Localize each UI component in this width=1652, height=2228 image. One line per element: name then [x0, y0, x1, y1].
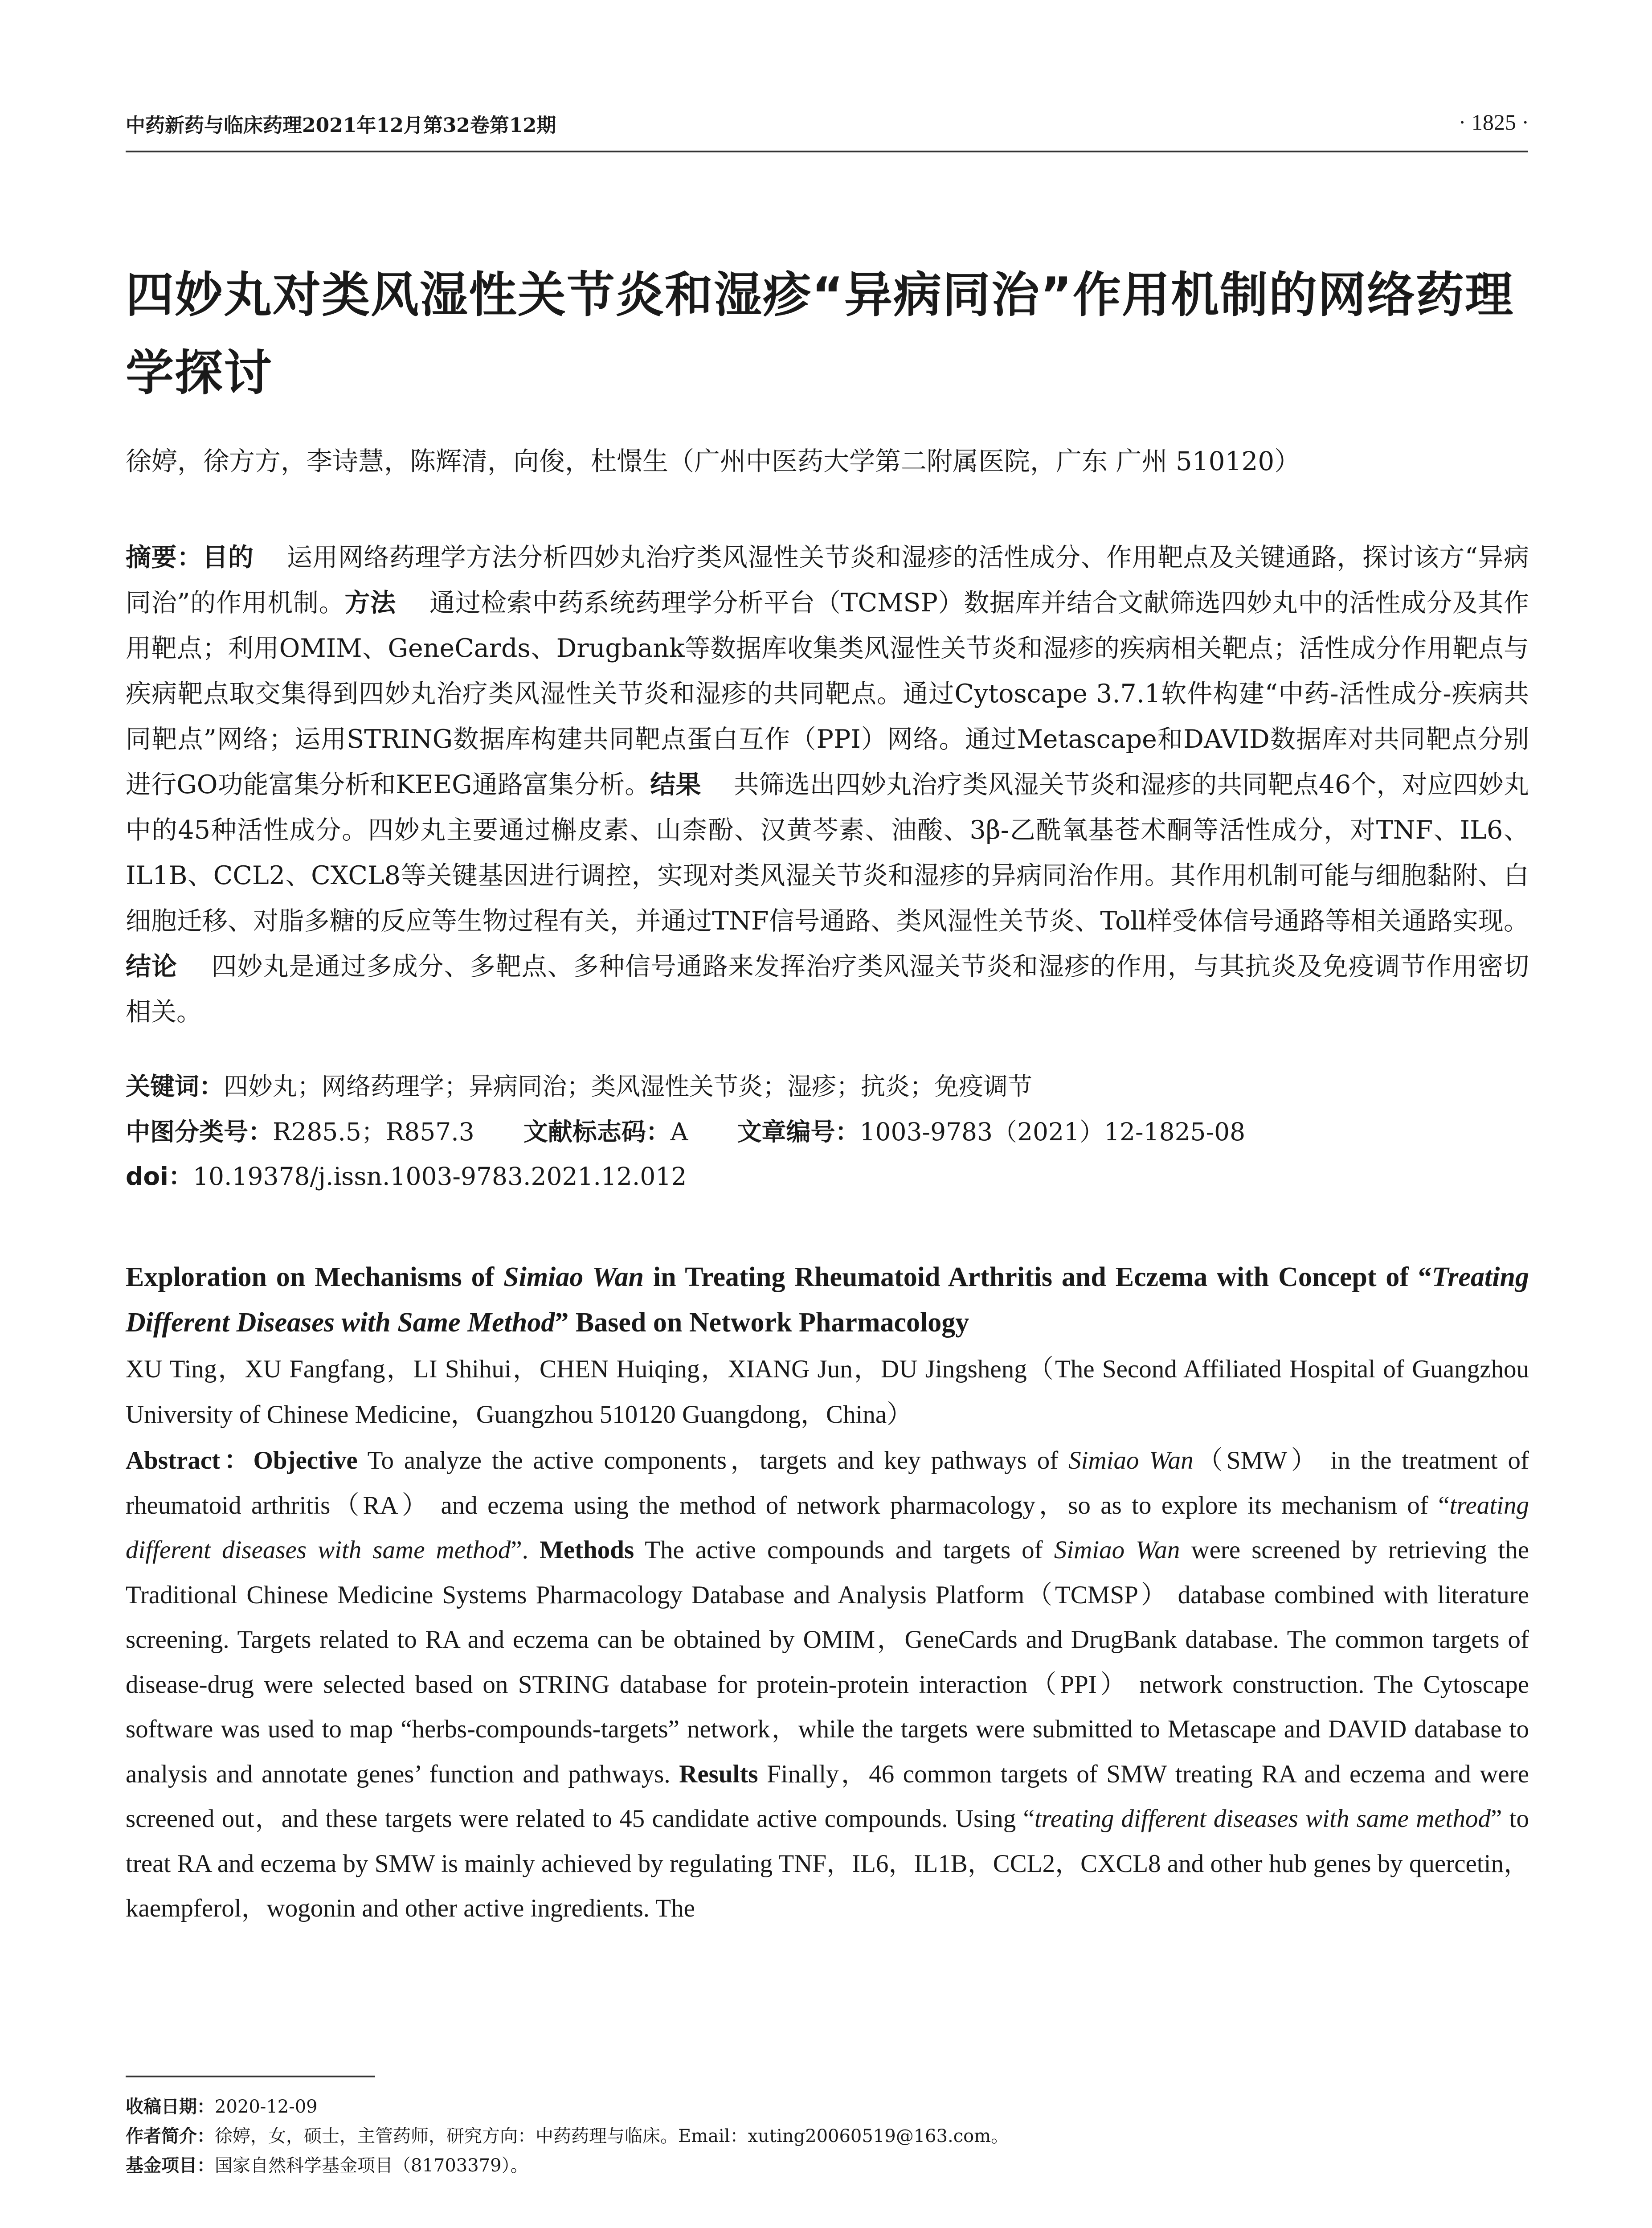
en-methods-label: Methods — [539, 1536, 634, 1564]
en-objective-label: Objective — [253, 1446, 358, 1474]
results-text: 共筛选出四妙丸治疗类风湿关节炎和湿疹的共同靶点46个，对应四妙丸中的45种活性成分。四妙丸主要通过槲皮素、山柰酚、汉黄芩素、油酸、3β-乙酰氧基苍术酮等活性成分，对TNF、IL6、IL1B、CCL2、CXCL8等关键基因进行调控，实现对类风湿关节炎和湿疹的异病同治作用。其作用机制可能与细胞黏附、白细胞迁移、对脂多糖的反应等生物过程有关，并通过TNF信号通路、类风湿性关节炎、Toll样受体信号通路等相关通路实现。 — [126, 770, 1529, 936]
footnote-author — [126, 2122, 1529, 2151]
en-abstract-text: ”. — [511, 1536, 540, 1564]
paper-title: 四妙丸对类风湿性关节炎和湿疹“异病同治”作用机制的网络药理学探讨 — [126, 267, 1514, 401]
footnote-label: 基金项目： — [126, 2155, 215, 2176]
keywords-text: 四妙丸；网络药理学；异病同治；类风湿性关节炎；湿疹；抗炎；免疫调节 — [224, 1072, 1033, 1101]
en-abstract-text: ” to treat RA and eczema by SMW is mainly achieved by regulating TNF，IL6，IL1B，CCL2，CXCL8 and other hub genes by quercetin，kaempferol，wogonin and other active ingredients. The — [126, 1805, 1529, 1922]
footnote-rule — [126, 2076, 375, 2077]
footnote-text: 2020-12-09 — [215, 2097, 318, 2117]
article-number-value: 1003-9783（2021）12-1825-08 — [859, 1118, 1246, 1146]
conclusion-label: 结论 — [126, 952, 178, 981]
doi-line — [126, 1159, 1529, 1194]
english-authors: XU Ting，XU Fangfang，LI Shihui，CHEN Huiqing，XIANG Jun，DU Jingsheng（The Second Affiliated Hospital of Guangzhou University of Chinese Medicine，Guangzhou 510120 Guangdong，China） — [126, 1355, 1529, 1429]
footnote-label: 作者简介： — [126, 2126, 215, 2146]
en-abstract-italic: treating different diseases with same method — [126, 1491, 1529, 1564]
en-abstract-text: （SMW） in the treatment of rheumatoid arthritis（RA） and eczema using the method of network pharmacology，so as to explore its mechanism of “ — [126, 1446, 1529, 1519]
abstract-label: 摘要： — [126, 543, 203, 572]
doc-code-value: A — [670, 1118, 688, 1146]
footnote-text: 徐婷，女，硕士，主管药师，研究方向：中药药理与临床。Email：xuting20060519@163.com。 — [215, 2126, 1009, 2146]
en-abstract-text: Finally，46 common targets of SMW treating RA and eczema and were screened out，and these targets were related to 45 candidate active compounds. Using “ — [126, 1760, 1529, 1833]
doi-label: doi： — [126, 1162, 193, 1191]
conclusion-text: 四妙丸是通过多成分、多靶点、多种信号通路来发挥治疗类风湿关节炎和湿疹的作用，与其抗炎及免疫调节作用密切相关。 — [126, 952, 1529, 1027]
results-label: 结果 — [650, 770, 701, 799]
footnote-received — [126, 2092, 1529, 2122]
en-title-part: in Treating Rheumatoid Arthritis and Eczema with Concept of “ — [644, 1262, 1432, 1292]
doi-value: 10.19378/j.issn.1003-9783.2021.12.012 — [193, 1162, 687, 1191]
page-number: · 1825 · — [1458, 110, 1529, 135]
en-title-part: Exploration on Mechanisms of — [126, 1262, 504, 1292]
author-list: 徐婷，徐方方，李诗慧，陈辉清，向俊，杜憬生（广州中医药大学第二附属医院，广东 广州 510120） — [126, 446, 1300, 476]
en-title-italic: Simiao Wan — [503, 1262, 644, 1292]
en-title-italic: Treating Different Diseases with Same Method — [126, 1262, 1529, 1338]
footnotes — [126, 2092, 1529, 2180]
header-rule — [126, 151, 1528, 152]
objective-label: 目的 — [202, 543, 254, 572]
en-results-label: Results — [679, 1760, 758, 1788]
keywords-label: 关键词： — [126, 1072, 224, 1101]
classification-line — [126, 1114, 1529, 1150]
methods-text: 通过检索中药系统药理学分析平台（TCMSP）数据库并结合文献筛选四妙丸中的活性成分及其作用靶点；利用OMIM、GeneCards、Drugbank等数据库收集类风湿性关节炎和湿疹的疾病相关靶点；活性成分作用靶点与疾病靶点取交集得到四妙丸治疗类风湿性关节炎和湿疹的共同靶点。通过Cytoscape 3.7.1软件构建“中药-活性成分-疾病共同靶点”网络；运用STRING数据库构建共同靶点蛋白互作（PPI）网络。通过Metascape和DAVID数据库对共同靶点分别进行GO功能富集分析和KEEG通路富集分析。 — [126, 588, 1529, 799]
journal-info: 中药新药与临床药理2021年12月第32卷第12期 — [126, 114, 556, 137]
chinese-abstract — [126, 535, 1529, 1035]
article-number-label: 文章编号： — [737, 1118, 860, 1146]
english-abstract — [126, 1438, 1529, 1931]
en-abstract-label: Abstract： — [126, 1446, 254, 1474]
methods-label: 方法 — [344, 588, 396, 618]
en-abstract-italic: treating different diseases with same method — [1034, 1805, 1491, 1833]
objective-text: 运用网络药理学方法分析四妙丸治疗类风湿性关节炎和湿疹的活性成分、作用靶点及关键通路，探讨该方“异病同治”的作用机制。 — [126, 543, 1529, 618]
clc-label: 中图分类号： — [126, 1118, 273, 1146]
footnote-text: 国家自然科学基金项目（81703379）。 — [215, 2155, 528, 2176]
footnote-fund — [126, 2151, 1529, 2180]
en-abstract-text: To analyze the active components，targets and key pathways of — [357, 1446, 1069, 1474]
en-abstract-text: The active compounds and targets of — [634, 1536, 1054, 1564]
doc-code-label: 文献标志码： — [523, 1118, 671, 1146]
en-abstract-text: were screened by retrieving the Traditional Chinese Medicine Systems Pharmacology Database and Analysis Platform（TCMSP） database combined with literature screening. Targets related to RA and eczema can be obtained by OMIM，GeneCards and DrugBank database. The common targets of disease-drug were selected based on STRING database for protein-protein interaction（PPI） network construction. The Cytoscape software was used to map “herbs-compounds-targets” network，while the targets were submitted to Metascape and DAVID database to analysis and annotate genes’ function and pathways. — [126, 1536, 1529, 1788]
running-header — [126, 109, 1529, 145]
en-title-part: ” Based on Network Pharmacology — [555, 1307, 969, 1338]
en-abstract-italic: Simiao Wan — [1068, 1446, 1194, 1474]
clc-value: R285.5；R857.3 — [273, 1118, 474, 1146]
footnote-label: 收稿日期： — [126, 2097, 215, 2117]
en-abstract-italic: Simiao Wan — [1054, 1536, 1180, 1564]
keywords-line — [126, 1069, 1529, 1104]
english-title — [126, 1254, 1529, 1345]
